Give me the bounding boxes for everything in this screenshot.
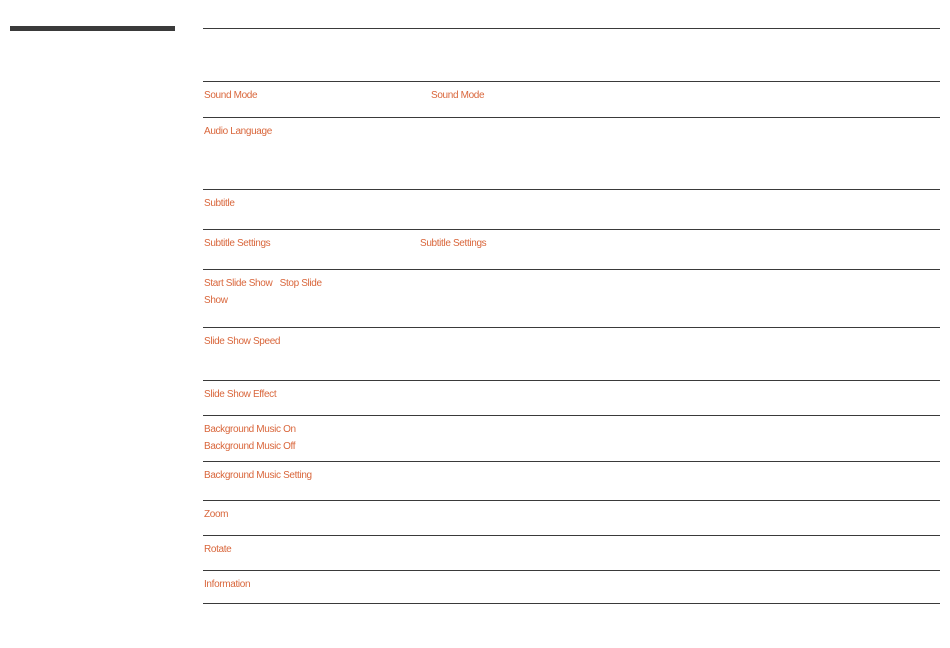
options-table bbox=[203, 81, 940, 604]
table-row bbox=[203, 118, 940, 190]
table-row bbox=[203, 270, 940, 328]
option-name: Slide Show Speed bbox=[204, 336, 281, 347]
option-name-on: Background Music On bbox=[204, 424, 296, 435]
table-row bbox=[203, 571, 940, 604]
table-row bbox=[203, 328, 940, 381]
table-row bbox=[203, 416, 940, 462]
option-name bbox=[204, 421, 334, 455]
table-row bbox=[203, 190, 940, 230]
option-name-off: Background Music Off bbox=[204, 441, 296, 452]
option-name: Audio Language bbox=[204, 126, 272, 137]
table-row bbox=[203, 381, 940, 416]
option-name: Zoom bbox=[204, 509, 229, 520]
option-name-stop: Stop Slide Show bbox=[204, 278, 322, 306]
option-name: Background Music Setting bbox=[204, 470, 312, 481]
table-row bbox=[203, 82, 940, 118]
option-name: Subtitle bbox=[204, 198, 235, 209]
table-row bbox=[203, 230, 940, 270]
table-row bbox=[203, 501, 940, 536]
option-reference: Subtitle Settings bbox=[420, 238, 487, 249]
section-marker-bar bbox=[10, 26, 175, 31]
option-name: Slide Show Effect bbox=[204, 389, 277, 400]
option-name: Sound Mode bbox=[204, 90, 258, 101]
table-row bbox=[203, 462, 940, 501]
option-reference: Sound Mode bbox=[431, 90, 485, 101]
option-name: Rotate bbox=[204, 544, 232, 555]
table-row bbox=[203, 536, 940, 571]
option-name bbox=[204, 275, 334, 309]
option-name: Information bbox=[204, 579, 251, 590]
header-rule bbox=[203, 28, 940, 29]
option-name: Subtitle Settings bbox=[204, 238, 271, 249]
option-name-start: Start Slide Show bbox=[204, 278, 273, 289]
